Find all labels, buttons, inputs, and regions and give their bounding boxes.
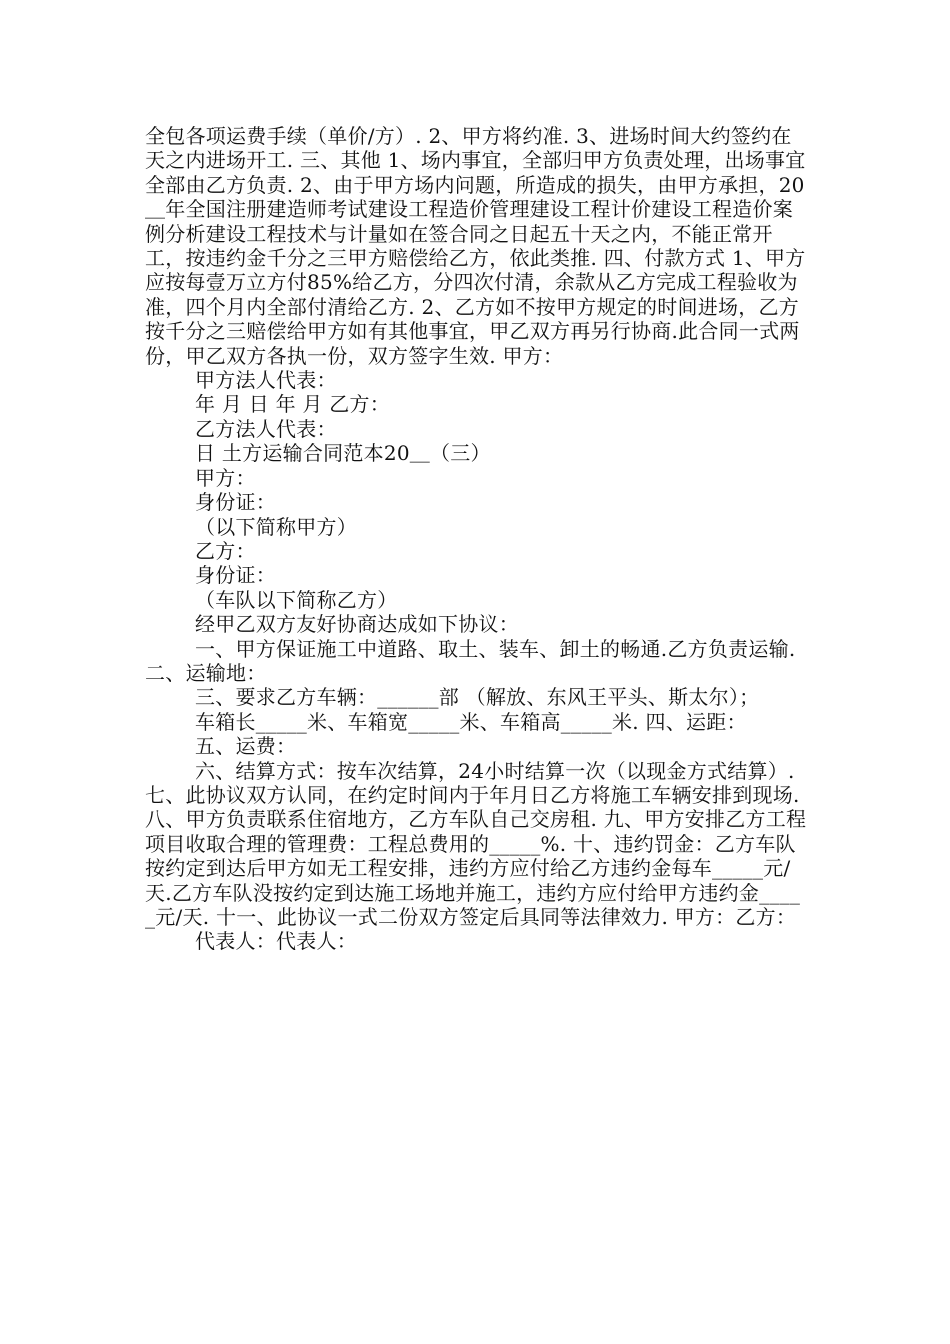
paragraph: 年 月 日 年 月 乙方： — [195, 392, 391, 417]
paragraph: 五、运费： — [195, 734, 297, 759]
paragraph: 乙方： — [195, 538, 256, 563]
paragraph: 代表人：代表人： — [195, 929, 357, 954]
paragraph: （以下简称甲方） — [195, 514, 357, 539]
paragraph: 车箱长_____米、车箱宽_____米、车箱高_____米. 四、运距： — [195, 709, 747, 734]
paragraph: 身份证： — [195, 563, 276, 588]
paragraph: 三、要求乙方车辆：______部 （解放、东风王平头、斯太尔）； — [195, 685, 760, 710]
paragraph: 经甲乙双方友好协商达成如下协议： — [195, 612, 519, 637]
paragraph: 日 土方运输合同范本20＿（三） — [195, 441, 491, 466]
paragraph: （车队以下简称乙方） — [195, 587, 398, 612]
paragraph: 身份证： — [195, 490, 276, 515]
paragraph: 六、结算方式：按车次结算，24小时结算一次（以现金方式结算）. 七、此协议双方认同，在约定时间内于年月日乙方将施工车辆安排到现场. 八、甲方负责联系住宿地方，乙方车队自己交房租. 九、甲方安排乙方工程项目收取合理的管理费：工程总费用的_____%. 十、违约罚金：乙方车队按约定到达后甲方如无工程安排，违约方应付给乙方违约金每车_____元/天.乙方车队没按约定到达施工场地并施工，违约方应付给甲方违约金_____元/天. 十一、此协议一式二份双方签定后具同等法律效力. 甲方：乙方： — [145, 758, 807, 929]
paragraph: 甲方： — [195, 465, 256, 490]
paragraph: 全包各项运费手续（单价/方）. 2、甲方将约准. 3、进场时间大约签约在天之内进场开工. 三、其他 1、场内事宜，全部归甲方负责处理，出场事宜全部由乙方负责. 2、由于甲方场内问题，所造成的损失，由甲方承担，20＿年全国注册建造师考试建设工程造价管理建设工程计价建设工程造价案例分析建设工程技术与计量如在签合同之日起五十天之内，不能正常开工，按违约金千分之三甲方赔偿给乙方，依此类推. 四、付款方式 1、甲方应按每壹万立方付85%给乙方，分四次付清，余款从乙方完成工程验收为准，四个月内全部付清给乙方. 2、乙方如不按甲方规定的时间进场，乙方按千分之三赔偿给甲方如有其他事宜，甲乙双方再另行协商.此合同一式两份，甲乙双方各执一份，双方签字生效. 甲方： — [145, 124, 806, 368]
paragraph: 乙方法人代表： — [195, 416, 337, 441]
paragraph: 一、甲方保证施工中道路、取土、装车、卸土的畅通.乙方负责运输. 二、运输地： — [145, 636, 796, 685]
paragraph: 甲方法人代表： — [195, 368, 337, 393]
document-body — [145, 124, 810, 954]
